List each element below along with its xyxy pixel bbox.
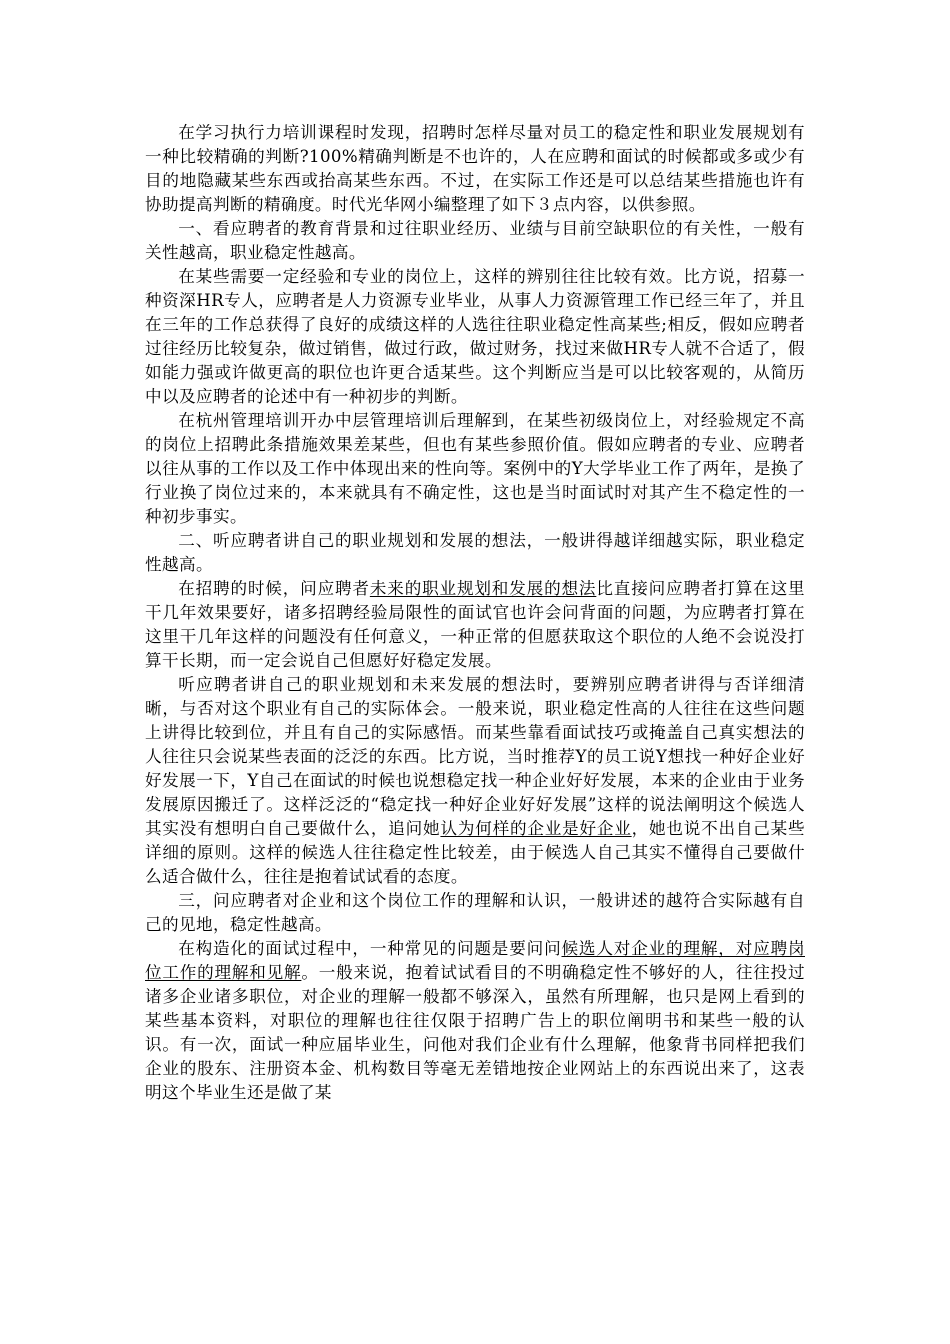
paragraph-intro: 在学习执行力培训课程时发现，招聘时怎样尽量对员工的稳定性和职业发展规划有一种比较精确的判断?100%精确判断是不也许的，人在应聘和面试的时候都或多或少有目的地隐藏某些东西或抬高某些东西。不过，在实际工作还是可以总结某些措施也许有协助提高判断的精确度。时代光华网小编整理了如下３点内容，以供参照。 bbox=[145, 123, 805, 214]
paragraph-text: 听应聘者讲自己的职业规划和未来发展的想法时，要辨别应聘者讲得与否详细清晰，与否对这个职业有自己的实际体会。一般来说，职业稳定性高的人往往在这些问题上讲得比较到位，并且有自己的实际感悟。而某些靠看面试技巧或掩盖自己真实想法的人往往只会说某些表面的泛泛的东西。比方说，当时推荐Y的员工说Y想找一种好企业好好发展一下，Y自己在面试的时候也说想稳定找一种企业好好发展，本来的企业由于业务发展原因搬迁了。这样泛泛的“稳定找一种好企业好好发展”这样的说法阐明这个候选人其实没有想明白自己要做什么，追问她 bbox=[145, 675, 805, 838]
paragraph-point-two-detail bbox=[145, 577, 805, 673]
paragraph-text: 在招聘的时候，问应聘者 bbox=[178, 579, 370, 598]
underlined-link[interactable]: 候选人对企业的理解，对应聘岗位工作的理解和见解 bbox=[145, 939, 805, 982]
underlined-link[interactable]: 未来的职业规划和发展的想法 bbox=[369, 579, 597, 598]
document-body bbox=[145, 121, 805, 1105]
paragraph-text: 。一般来说，抱着试试看目的不明确稳定性不够好的人，往往投过诸多企业诸多职位，对企业的理解一般都不够深入，虽然有所理解，也只是网上看到的某些基本资料，对职位的理解也往往仅限于招聘广告上的职位阐明书和某些一般的认识。有一次，面试一种应届毕业生，问他对我们企业有什么理解，他象背书同样把我们企业的股东、注册资本金、机构数目等毫无差错地按企业网站上的东西说出来了，这表明这个毕业生还是做了某 bbox=[145, 963, 805, 1102]
paragraph-point-one: 一、看应聘者的教育背景和过往职业经历、业绩与目前空缺职位的有关性，一般有关性越高，职业稳定性越高。 bbox=[145, 219, 805, 262]
paragraph-point-three-detail bbox=[145, 937, 805, 1105]
paragraph-text: ，她也说不出自己某些详细的原则。这样的候选人往往稳定性比较差，由于候选人自己其实不懂得自己要做什么适合做什么，往往是抱着试试看的态度。 bbox=[145, 819, 806, 886]
paragraph-point-two-case bbox=[145, 673, 805, 889]
paragraph-text: 比直接问应聘者打算在这里干几年效果要好，诸多招聘经验局限性的面试官也许会问背面的问题，为应聘者打算在这里干几年这样的问题没有任何意义，一种正常的但愿获取这个职位的人绝不会说没打算干长期，而一定会说自己但愿好好稳定发展。 bbox=[145, 579, 805, 670]
paragraph-point-one-detail: 在某些需要一定经验和专业的岗位上，这样的辨别往往比较有效。比方说，招募一种资深HR专人，应聘者是人力资源专业毕业，从事人力资源管理工作已经三年了，并且在三年的工作总获得了良好的成绩这样的人选往往职业稳定性高某些;相反，假如应聘者过往经历比较复杂，做过销售，做过行政，做过财务，找过来做HR专人就不合适了，假如能力强或许做更高的职位也许更合适某些。这个判断应当是可以比较客观的，从简历中以及应聘者的论述中有一种初步的判断。 bbox=[145, 267, 805, 406]
paragraph-text: 在构造化的面试过程中，一种常见的问题是要问问 bbox=[178, 939, 562, 958]
underlined-link[interactable]: 认为何样的企业是好企业 bbox=[440, 819, 632, 838]
paragraph-point-two: 二、听应聘者讲自己的职业规划和发展的想法，一般讲得越详细越实际，职业稳定性越高。 bbox=[145, 531, 805, 574]
paragraph-point-three: 三，问应聘者对企业和这个岗位工作的理解和认识，一般讲述的越符合实际越有自己的见地，稳定性越高。 bbox=[145, 891, 805, 934]
paragraph-point-one-case: 在杭州管理培训开办中层管理培训后理解到，在某些初级岗位上，对经验规定不高的岗位上招聘此条措施效果差某些，但也有某些参照价值。假如应聘者的专业、应聘者以往从事的工作以及工作中体现出来的性向等。案例中的Y大学毕业工作了两年，是换了行业换了岗位过来的，本来就具有不确定性，这也是当时面试时对其产生不稳定性的一种初步事实。 bbox=[145, 411, 805, 526]
